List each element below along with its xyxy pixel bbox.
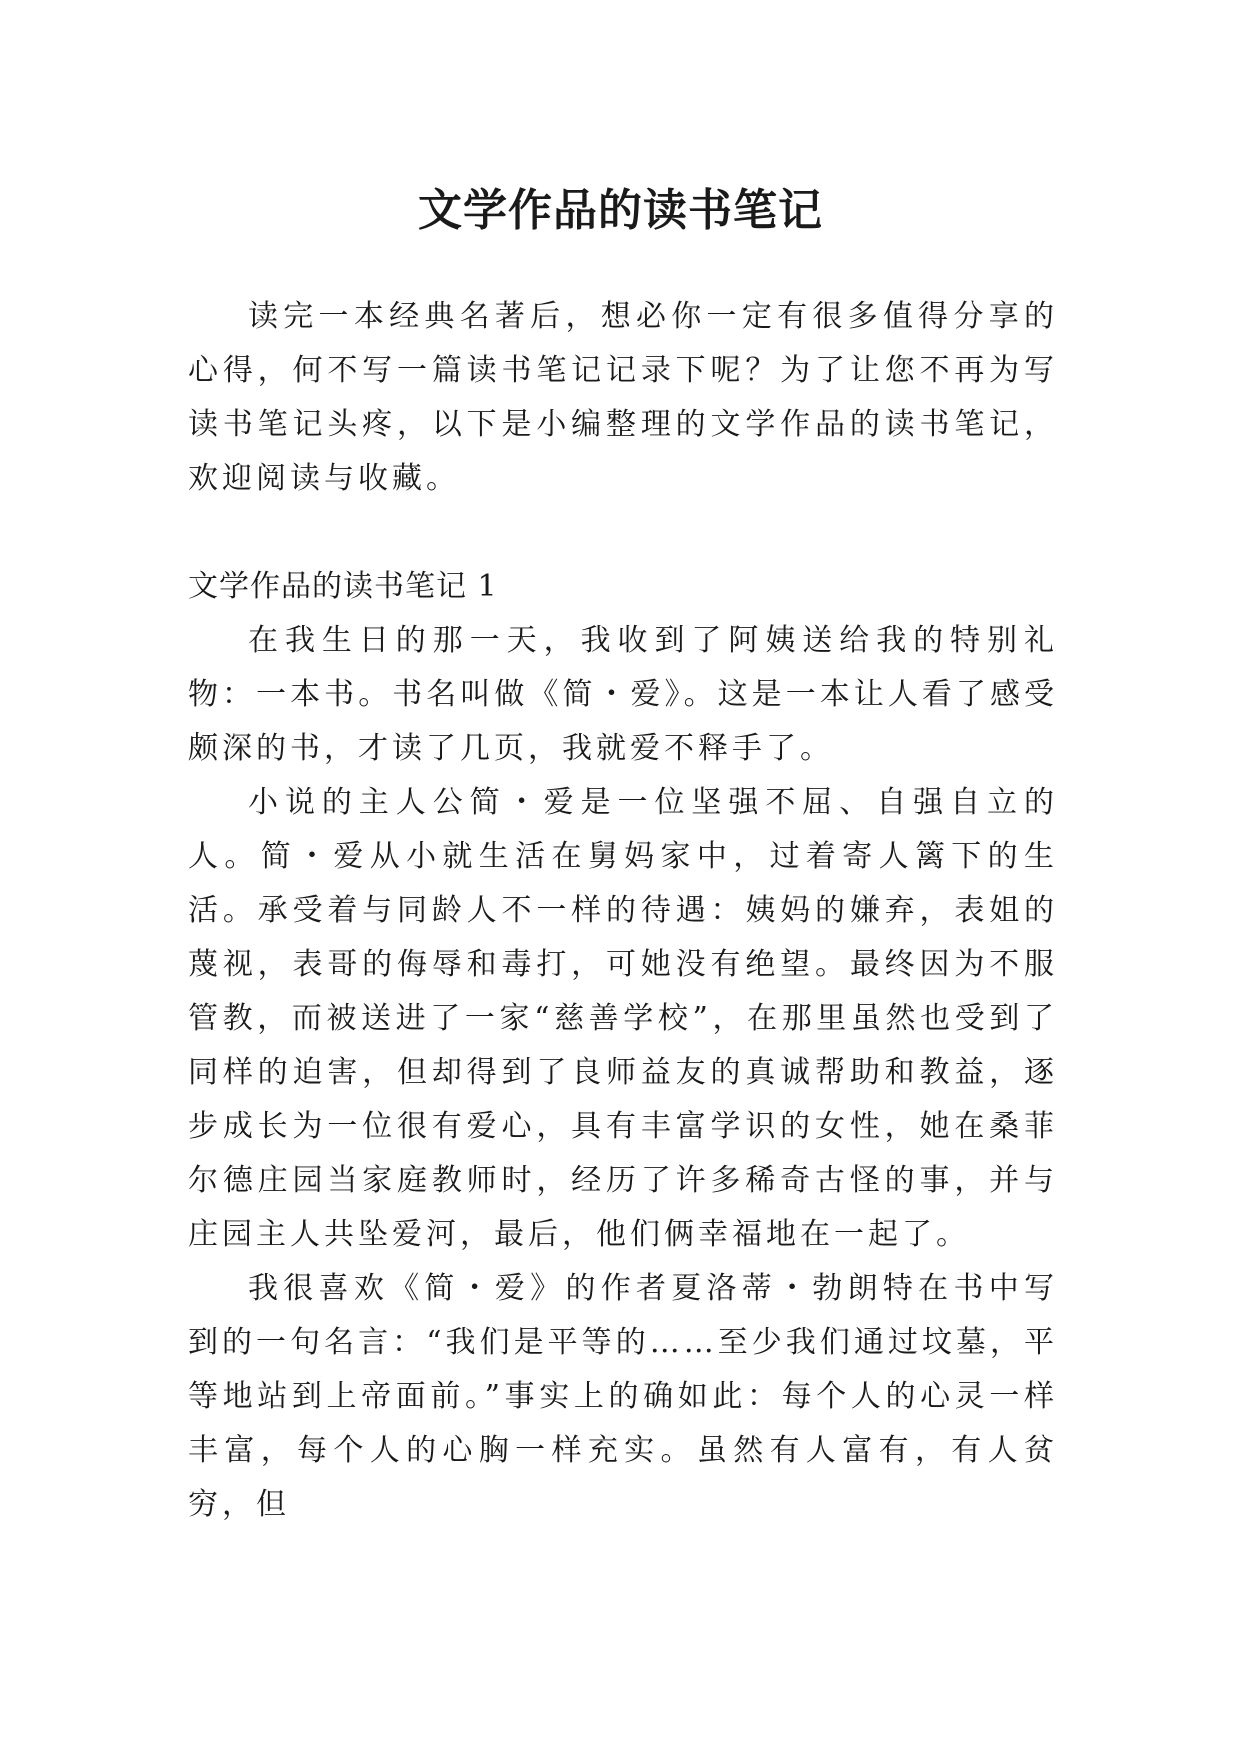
body-paragraph: 我很喜欢《简・爱》的作者夏洛蒂・勃朗特在书中写到的一句名言：“我们是平等的……至少我们通过坟墓，平等地站到上帝面前。”事实上的确如此：每个人的心灵一样丰富，每个人的心胸一样充实。虽然有人富有，有人贫穷，但 — [188, 1271, 1058, 1522]
section-heading: 文学作品的读书笔记 1 — [188, 569, 498, 604]
document-body — [188, 290, 1058, 1532]
body-paragraph: 小说的主人公简・爱是一位坚强不屈、自强自立的人。简・爱从小就生活在舅妈家中，过着寄人篱下的生活。承受着与同龄人不一样的待遇：姨妈的嫌弃，表姐的蔑视，表哥的侮辱和毒打，可她没有绝望。最终因为不服管教，而被送进了一家“慈善学校”，在那里虽然也受到了同样的迫害，但却得到了良师益友的真诚帮助和教益，逐步成长为一位很有爱心，具有丰富学识的女性，她在桑菲尔德庄园当家庭教师时，经历了许多稀奇古怪的事，并与庄园主人共坠爱河，最后，他们俩幸福地在一起了。 — [188, 785, 1058, 1252]
intro-paragraph: 读完一本经典名著后，想必你一定有很多值得分享的心得，何不写一篇读书笔记记录下呢？为了让您不再为写读书笔记头疼，以下是小编整理的文学作品的读书笔记，欢迎阅读与收藏。 — [188, 299, 1058, 496]
document-title: 文学作品的读书笔记 — [418, 185, 823, 237]
body-paragraph: 在我生日的那一天，我收到了阿姨送给我的特别礼物：一本书。书名叫做《简・爱》。这是一本让人看了感受颇深的书，才读了几页，我就爱不释手了。 — [188, 623, 1058, 766]
